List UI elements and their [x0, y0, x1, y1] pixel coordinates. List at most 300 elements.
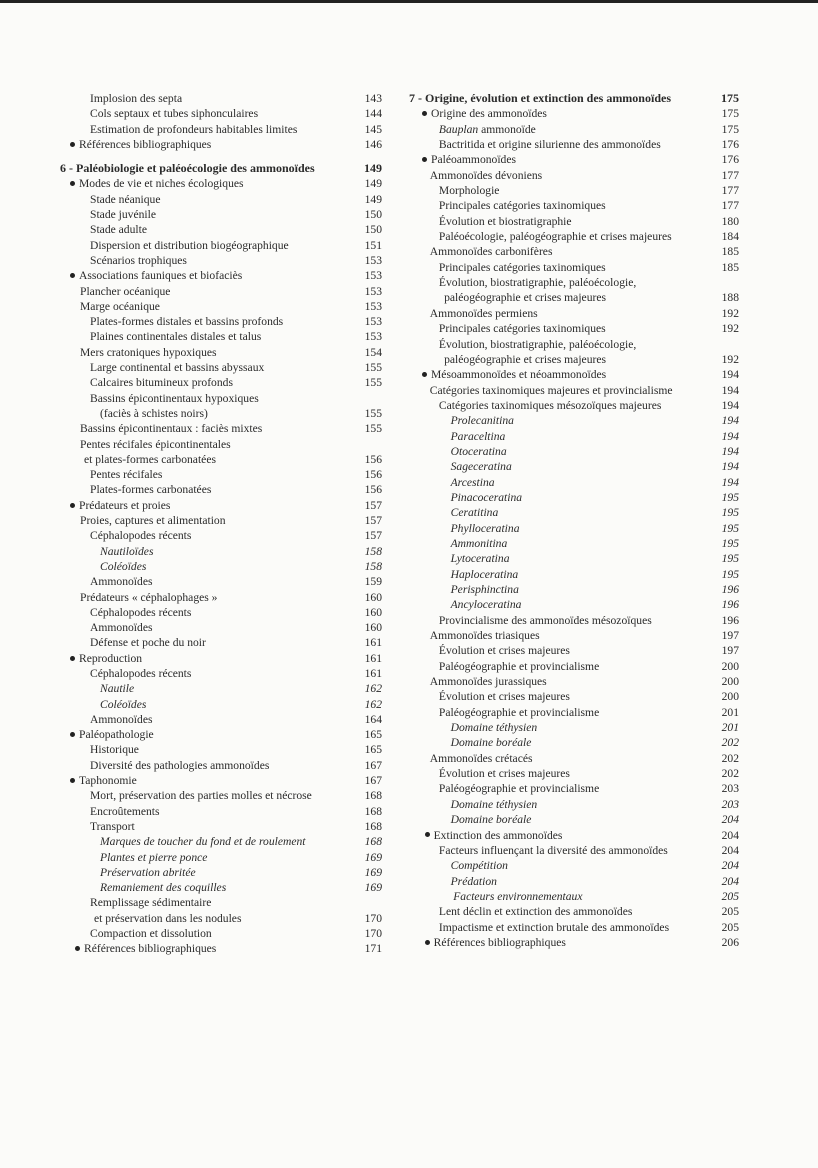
toc-entry[interactable]	[60, 253, 382, 268]
bullet-icon	[425, 832, 430, 837]
toc-entry[interactable]	[60, 222, 382, 237]
toc-entry-title	[444, 352, 606, 367]
toc-entry-text: Paléoammonoïdes	[431, 153, 517, 167]
toc-page-number: 156	[364, 483, 382, 497]
toc-entry[interactable]	[60, 176, 382, 191]
toc-entry[interactable]	[60, 635, 382, 650]
toc-entry[interactable]	[409, 352, 739, 367]
toc-page-number: 161	[364, 651, 382, 665]
toc-entry[interactable]	[60, 299, 382, 314]
toc-entry-title	[430, 751, 533, 766]
toc-entry[interactable]	[409, 582, 739, 597]
toc-entry[interactable]	[60, 666, 382, 681]
bullet-icon	[422, 157, 427, 162]
toc-page-number: 149	[364, 177, 382, 191]
toc-entry-text: Calcaires bitumineux profonds	[90, 376, 233, 390]
toc-page-number: 206	[721, 935, 739, 949]
toc-entry[interactable]	[409, 659, 739, 674]
toc-entry-title	[80, 345, 217, 360]
toc-entry[interactable]	[409, 214, 739, 229]
toc-page-number: 194	[721, 414, 739, 428]
toc-page-number: 194	[721, 444, 739, 458]
toc-entry-title	[439, 260, 606, 275]
toc-left-column	[60, 91, 382, 957]
toc-entry-text: Large continental et bassins abyssaux	[90, 361, 265, 375]
toc-entry-text: Dispersion et distribution biogéographique	[90, 238, 289, 252]
toc-entry-title	[439, 689, 570, 704]
toc-entry-title	[100, 406, 208, 421]
toc-entry[interactable]	[60, 895, 382, 910]
toc-entry-title	[100, 880, 226, 895]
toc-entry-title	[90, 91, 182, 106]
toc-entry-text: Scénarios trophiques	[90, 253, 187, 267]
toc-entry-title	[84, 452, 216, 467]
toc-entry[interactable]	[60, 498, 382, 513]
toc-entry[interactable]	[409, 889, 739, 904]
toc-page-number: 200	[721, 675, 739, 689]
toc-entry[interactable]	[60, 345, 382, 360]
toc-entry[interactable]	[60, 106, 382, 121]
toc-entry-title	[80, 299, 160, 314]
toc-entry-title	[451, 521, 520, 536]
toc-entry[interactable]	[60, 926, 382, 941]
toc-entry[interactable]	[409, 521, 739, 536]
toc-entry[interactable]	[409, 122, 739, 137]
toc-entry[interactable]	[409, 168, 739, 183]
toc-entry[interactable]	[60, 421, 382, 436]
toc-entry-title	[70, 773, 137, 788]
toc-page-number: 175	[721, 91, 739, 105]
toc-page-number: 160	[364, 605, 382, 619]
toc-entry-title	[439, 920, 669, 935]
toc-page-number: 153	[364, 315, 382, 329]
toc-entry[interactable]	[60, 452, 382, 467]
toc-entry-text: Pinacoceratina	[450, 490, 523, 504]
toc-entry-text: Plantes et pierre ponce	[100, 850, 208, 864]
toc-entry-title	[430, 674, 547, 689]
toc-entry-text: Mort, préservation des parties molles et nécrose	[90, 789, 312, 803]
toc-entry-title	[430, 628, 540, 643]
toc-page-number: 184	[721, 230, 739, 244]
toc-entry-title	[439, 214, 572, 229]
toc-page-number: 155	[364, 361, 382, 375]
toc-entry-title	[100, 850, 207, 865]
toc-entry-text: paléogéographie et crises majeures	[444, 352, 607, 366]
toc-page-number: 180	[721, 214, 739, 228]
toc-entry[interactable]	[409, 766, 739, 781]
toc-page-number: 151	[364, 238, 382, 252]
toc-entry[interactable]	[60, 482, 382, 497]
toc-entry[interactable]	[60, 544, 382, 559]
toc-chapter-heading[interactable]	[60, 161, 382, 176]
toc-entry-text: Céphalopodes récents	[90, 666, 192, 680]
bullet-icon	[70, 142, 75, 147]
toc-entry-text: Remaniement des coquilles	[100, 881, 227, 895]
toc-entry[interactable]	[409, 812, 739, 827]
toc-entry[interactable]	[60, 268, 382, 283]
toc-page-number: 200	[721, 690, 739, 704]
toc-entry-text: Stade juvénile	[90, 208, 157, 222]
toc-entry-title	[70, 268, 242, 283]
toc-entry[interactable]	[60, 329, 382, 344]
toc-entry[interactable]	[60, 375, 382, 390]
toc-entry[interactable]	[409, 321, 739, 336]
toc-page-number: 157	[364, 514, 382, 528]
toc-entry-title	[80, 513, 226, 528]
toc-page-number: 161	[364, 666, 382, 680]
bullet-icon	[425, 940, 430, 945]
toc-entry[interactable]	[409, 751, 739, 766]
toc-entry-text: Principales catégories taxinomiques	[438, 260, 606, 274]
toc-entry-text: Ammonoïdes	[90, 621, 153, 635]
toc-entry-text: Plaines continentales distales et talus	[90, 330, 262, 344]
toc-entry[interactable]	[60, 122, 382, 137]
toc-entry[interactable]	[60, 574, 382, 589]
toc-entry[interactable]	[409, 874, 739, 889]
toc-entry[interactable]	[409, 306, 739, 321]
toc-entry-text: Bassins épicontinentaux : faciès mixtes	[80, 422, 263, 436]
toc-entry-text: Otoceratina	[450, 444, 507, 458]
toc-entry[interactable]	[409, 475, 739, 490]
bullet-icon	[75, 946, 80, 951]
toc-entry-title	[451, 797, 538, 812]
toc-entry-text: Associations fauniques et biofaciès	[79, 269, 243, 283]
toc-entry[interactable]	[60, 590, 382, 605]
toc-entry-title	[90, 635, 206, 650]
toc-entry[interactable]	[409, 643, 739, 658]
toc-entry-title	[90, 804, 160, 819]
toc-entry-text: Références bibliographiques	[84, 942, 217, 956]
toc-entry[interactable]	[60, 880, 382, 895]
toc-page-number: 157	[364, 498, 382, 512]
toc-page-number: 194	[721, 398, 739, 412]
toc-entry[interactable]	[409, 429, 739, 444]
toc-entry[interactable]	[60, 467, 382, 482]
toc-entry[interactable]	[409, 935, 739, 950]
toc-entry-title	[90, 222, 147, 237]
toc-entry[interactable]	[409, 137, 739, 152]
toc-entry-title	[90, 482, 211, 497]
toc-entry-title	[451, 429, 506, 444]
toc-entry-title	[422, 152, 516, 167]
toc-page-number: 202	[721, 751, 739, 765]
toc-entry-title	[444, 290, 606, 305]
toc-entry-text: Facteurs influençant la diversité des ammonoïdes	[438, 843, 668, 857]
toc-entry[interactable]	[60, 391, 382, 406]
toc-entry-text: Paléogéographie et provincialisme	[438, 782, 600, 796]
toc-entry[interactable]	[409, 689, 739, 704]
toc-entry-title	[439, 659, 599, 674]
toc-entry-text: Principales catégories taxinomiques	[438, 199, 606, 213]
toc-entry-text: Pentes récifales	[90, 468, 163, 482]
toc-page-number: 194	[721, 429, 739, 443]
toc-entry-title	[90, 895, 211, 910]
toc-page-number: 194	[721, 475, 739, 489]
toc-entry-text: Céphalopodes récents	[90, 529, 192, 543]
toc-entry[interactable]	[409, 781, 739, 796]
toc-page-number: 153	[364, 299, 382, 313]
toc-entry[interactable]	[409, 459, 739, 474]
toc-chapter-heading[interactable]	[409, 91, 739, 106]
toc-entry[interactable]	[409, 505, 739, 520]
toc-entry[interactable]	[409, 413, 739, 428]
bullet-icon	[422, 372, 427, 377]
bullet-icon	[70, 656, 75, 661]
toc-entry-title	[451, 490, 522, 505]
toc-entry[interactable]	[409, 152, 739, 167]
toc-entry[interactable]	[60, 727, 382, 742]
toc-entry[interactable]	[60, 850, 382, 865]
toc-entry[interactable]	[60, 406, 382, 421]
toc-entry-text: Stade adulte	[90, 223, 147, 237]
toc-entry[interactable]	[409, 244, 739, 259]
toc-entry-text: Évolution, biostratigraphie, paléoécologie,	[438, 337, 637, 351]
toc-entry-text: Morphologie	[438, 184, 500, 198]
toc-page-number: 202	[721, 767, 739, 781]
toc-page-number: 194	[721, 460, 739, 474]
toc-entry-title	[90, 788, 312, 803]
toc-entry-title	[439, 321, 606, 336]
toc-entry-text: Pentes récifales épicontinentales	[80, 437, 231, 451]
toc-entry-title	[90, 314, 283, 329]
toc-entry-text: 7 - Origine, évolution et extinction des ammonoïdes	[409, 91, 671, 105]
toc-entry[interactable]	[409, 920, 739, 935]
toc-entry-title	[439, 337, 636, 352]
toc-entry[interactable]	[409, 597, 739, 612]
toc-page-number: 162	[364, 682, 382, 696]
toc-entry-title	[90, 329, 261, 344]
toc-entry[interactable]	[60, 559, 382, 574]
toc-entry-text: Défense et poche du noir	[90, 636, 206, 650]
toc-entry-text: Lent déclin et extinction des ammonoïdes	[438, 905, 633, 919]
toc-entry-text: Paraceltina	[450, 429, 506, 443]
toc-entry-title	[90, 574, 152, 589]
toc-entry-title	[439, 781, 599, 796]
toc-entry[interactable]	[60, 137, 382, 152]
toc-entry-text: Compétition	[450, 859, 508, 873]
toc-entry[interactable]	[409, 567, 739, 582]
toc-entry-text: Haploceratina	[450, 567, 519, 581]
toc-entry[interactable]	[409, 106, 739, 121]
toc-entry-title	[90, 207, 156, 222]
toc-entry[interactable]	[409, 797, 739, 812]
toc-entry[interactable]	[60, 773, 382, 788]
toc-entry[interactable]	[60, 528, 382, 543]
toc-entry-text: Paléogéographie et provincialisme	[438, 705, 600, 719]
toc-entry-title	[430, 168, 542, 183]
toc-entry-text: Domaine boréale	[450, 813, 532, 827]
toc-entry[interactable]	[60, 758, 382, 773]
toc-entry-title	[90, 819, 135, 834]
toc-page-number: 168	[364, 835, 382, 849]
toc-entry-italic-word: Bauplan	[438, 122, 479, 136]
toc-entry-text: ammonoïde	[478, 122, 536, 136]
toc-entry[interactable]	[409, 260, 739, 275]
toc-entry-text: Nautiloïdes	[100, 544, 154, 558]
toc-entry[interactable]	[60, 91, 382, 106]
toc-page-number: 150	[364, 208, 382, 222]
toc-page-number: 168	[364, 819, 382, 833]
toc-entry[interactable]	[60, 681, 382, 696]
toc-entry[interactable]	[409, 536, 739, 551]
toc-entry[interactable]	[409, 183, 739, 198]
toc-entry[interactable]	[60, 941, 382, 956]
toc-page-number: 164	[364, 712, 382, 726]
toc-entry[interactable]	[409, 290, 739, 305]
toc-entry-text: Estimation de profondeurs habitables limites	[90, 122, 298, 136]
toc-entry-title	[90, 528, 191, 543]
toc-page-number: 153	[364, 330, 382, 344]
toc-page-number: 153	[364, 269, 382, 283]
toc-entry[interactable]	[409, 674, 739, 689]
toc-entry[interactable]	[409, 383, 739, 398]
toc-entry[interactable]	[60, 819, 382, 834]
toc-entry[interactable]	[60, 788, 382, 803]
toc-page-number: 185	[721, 260, 739, 274]
toc-entry-text: Extinction des ammonoïdes	[433, 828, 563, 842]
toc-entry-text: Ancyloceratina	[450, 598, 522, 612]
toc-entry-title	[100, 697, 146, 712]
toc-entry[interactable]	[409, 828, 739, 843]
toc-right-column	[409, 91, 739, 950]
toc-entry[interactable]	[409, 628, 739, 643]
toc-entry[interactable]	[60, 238, 382, 253]
toc-entry[interactable]	[60, 314, 382, 329]
toc-entry[interactable]	[60, 804, 382, 819]
toc-page-number: 169	[364, 850, 382, 864]
toc-entry-text: Évolution et crises majeures	[438, 767, 570, 781]
toc-entry-title	[439, 183, 500, 198]
toc-entry-text: et plates-formes carbonatées	[84, 452, 216, 466]
toc-page-number: 169	[364, 881, 382, 895]
toc-entry-text: Modes de vie et niches écologiques	[79, 177, 244, 191]
toc-entry-text: (faciès à schistes noirs)	[100, 406, 208, 420]
toc-entry-title	[439, 904, 633, 919]
toc-entry[interactable]	[60, 513, 382, 528]
toc-page-number: 177	[721, 199, 739, 213]
toc-page-number: 192	[721, 322, 739, 336]
toc-entry[interactable]	[60, 437, 382, 452]
toc-entry[interactable]	[409, 720, 739, 735]
toc-entry-title	[90, 742, 139, 757]
toc-entry[interactable]	[60, 192, 382, 207]
toc-entry-title	[425, 935, 566, 950]
toc-entry-title	[451, 459, 512, 474]
toc-page-number: 195	[721, 521, 739, 535]
toc-entry-text: Ammonoïdes carbonifères	[429, 245, 553, 259]
toc-page-number: 195	[721, 567, 739, 581]
toc-page-number: 197	[721, 629, 739, 643]
toc-page-number: 205	[721, 905, 739, 919]
toc-entry-title	[439, 843, 668, 858]
toc-entry[interactable]	[409, 490, 739, 505]
toc-entry-title	[100, 865, 196, 880]
toc-entry-title	[451, 505, 499, 520]
toc-page-number: 160	[364, 590, 382, 604]
toc-entry-title	[439, 643, 570, 658]
toc-entry[interactable]	[409, 705, 739, 720]
toc-entry-title	[70, 176, 244, 191]
toc-page-number: 177	[721, 168, 739, 182]
toc-entry[interactable]	[409, 735, 739, 750]
toc-entry-title	[451, 720, 538, 735]
toc-entry-text: Compaction et dissolution	[90, 927, 212, 941]
toc-page-number: 157	[364, 529, 382, 543]
toc-entry-title	[439, 766, 570, 781]
toc-entry[interactable]	[60, 865, 382, 880]
toc-entry[interactable]	[60, 712, 382, 727]
toc-entry-text: Reproduction	[79, 651, 143, 665]
toc-page-number: 204	[721, 874, 739, 888]
toc-entry-title	[451, 874, 497, 889]
toc-entry-title	[451, 582, 519, 597]
toc-page-number: 177	[721, 184, 739, 198]
toc-page-number: 171	[364, 942, 382, 956]
toc-entry-text: Plancher océanique	[80, 284, 171, 298]
toc-entry[interactable]	[60, 742, 382, 757]
toc-page-number: 158	[364, 544, 382, 558]
toc-entry[interactable]	[409, 398, 739, 413]
toc-entry[interactable]	[60, 620, 382, 635]
bullet-icon	[422, 111, 427, 116]
toc-entry-text: Marge océanique	[80, 299, 160, 313]
toc-entry[interactable]	[409, 858, 739, 873]
toc-entry-text: Catégories taxinomiques majeures et provincialisme	[429, 383, 673, 397]
toc-entry[interactable]	[60, 360, 382, 375]
toc-entry-title	[100, 834, 306, 849]
toc-entry[interactable]	[409, 275, 739, 290]
toc-page-number: 168	[364, 789, 382, 803]
toc-entry-title	[439, 198, 606, 213]
toc-page-number: 201	[721, 705, 739, 719]
toc-entry-text: Coléoïdes	[100, 559, 147, 573]
toc-entry-text: Ammonoïdes permiens	[429, 306, 538, 320]
toc-entry[interactable]	[409, 198, 739, 213]
toc-entry[interactable]	[60, 651, 382, 666]
toc-entry[interactable]	[60, 284, 382, 299]
toc-entry-title	[439, 137, 661, 152]
toc-entry[interactable]	[409, 367, 739, 382]
toc-entry[interactable]	[60, 911, 382, 926]
toc-entry[interactable]	[409, 904, 739, 919]
toc-entry-text: Évolution et crises majeures	[438, 690, 570, 704]
toc-entry[interactable]	[60, 605, 382, 620]
scan-top-edge	[0, 0, 818, 3]
toc-entry-text: Perisphinctina	[450, 583, 519, 596]
toc-entry[interactable]	[409, 444, 739, 459]
toc-entry[interactable]	[60, 834, 382, 849]
toc-entry-title	[451, 735, 532, 750]
toc-entry-text: Ammonoïdes	[90, 712, 153, 726]
toc-page-number: 205	[721, 920, 739, 934]
toc-entry[interactable]	[409, 551, 739, 566]
toc-entry-title	[90, 926, 212, 941]
toc-entry[interactable]	[409, 229, 739, 244]
toc-entry-title	[451, 475, 495, 490]
toc-entry[interactable]	[409, 843, 739, 858]
toc-entry[interactable]	[409, 337, 739, 352]
toc-entry-text: Paléopathologie	[79, 728, 154, 742]
toc-entry[interactable]	[60, 207, 382, 222]
toc-entry-title	[451, 444, 507, 459]
toc-entry[interactable]	[60, 697, 382, 712]
toc-entry-title	[439, 122, 536, 137]
toc-page-number: 160	[364, 621, 382, 635]
toc-entry-title	[451, 551, 510, 566]
toc-page-number: 197	[721, 644, 739, 658]
toc-page-number: 144	[364, 107, 382, 121]
toc-entry[interactable]	[409, 613, 739, 628]
